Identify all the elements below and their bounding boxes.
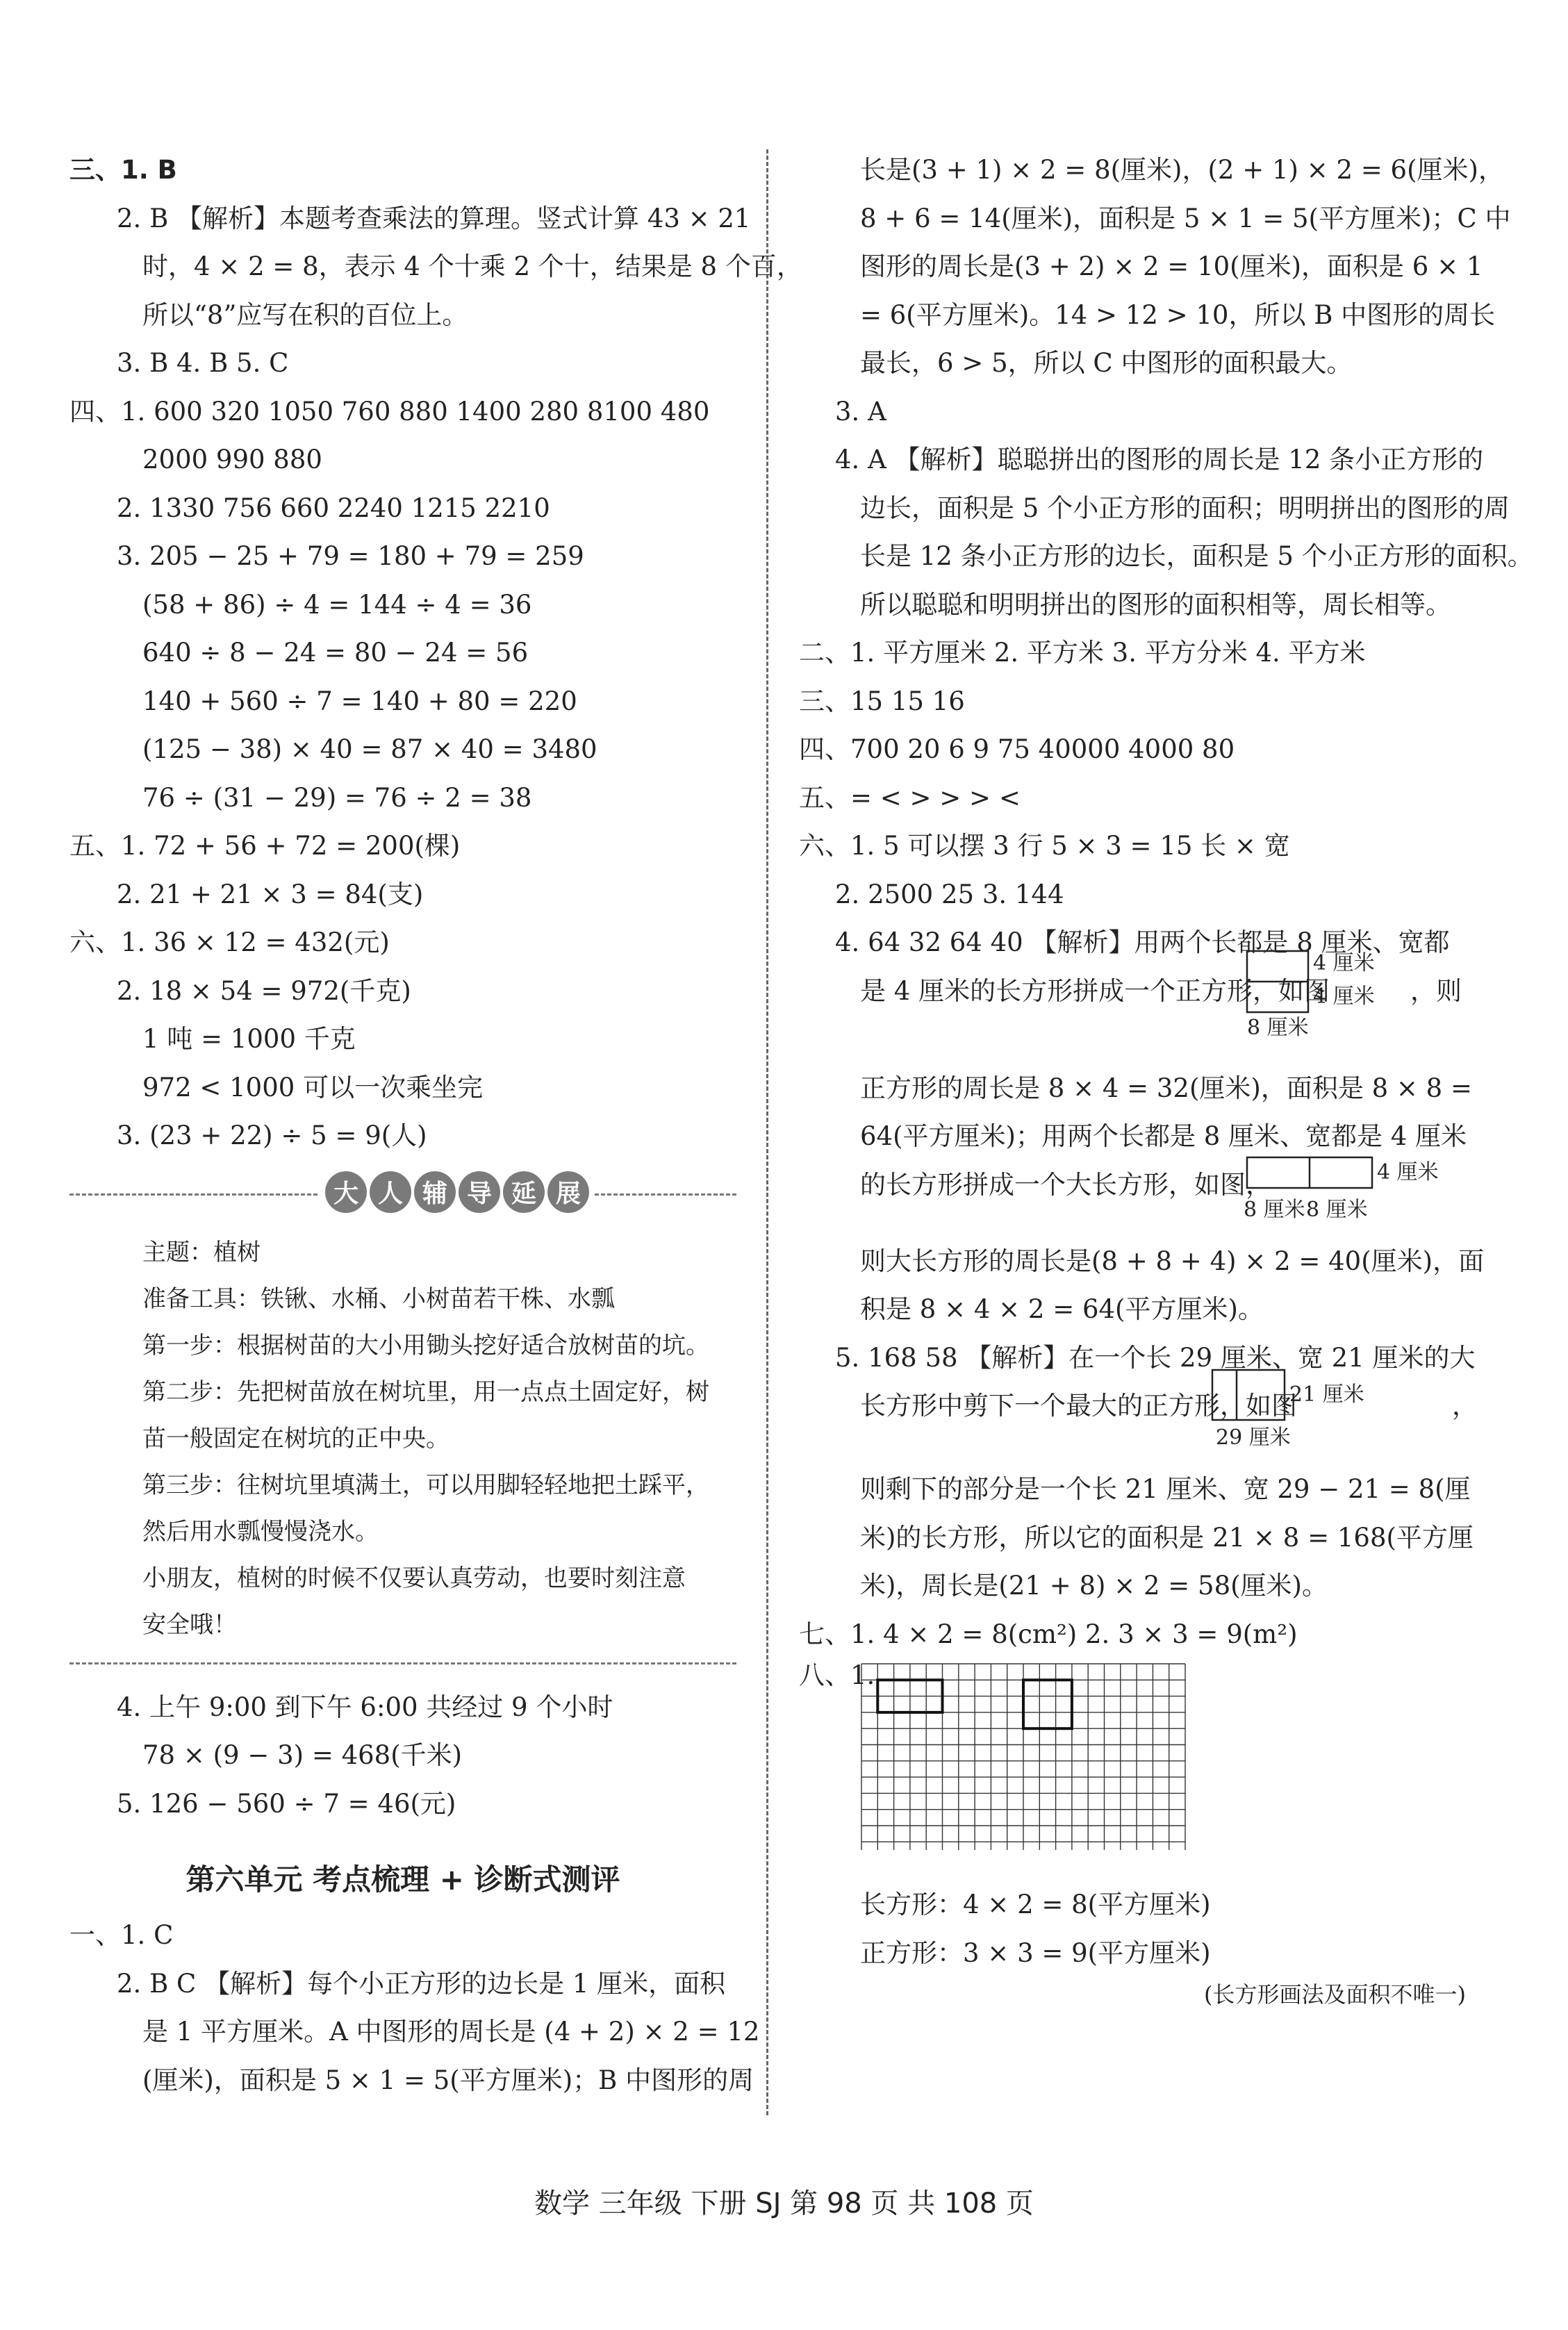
answer-line: 所以“8”应写在积的百位上。	[142, 299, 468, 330]
answer-line: 是 1 平方厘米。A 中图形的周长是 (4 + 2) × 2 = 12	[142, 2017, 760, 2047]
answer-line: 则大长方形的周长是(8 + 8 + 4) × 2 = 40(厘米)，面	[860, 1246, 1485, 1276]
figure3-rectangle	[1209, 1366, 1417, 1450]
right-answers-block-3	[799, 1237, 1485, 1382]
answer-line: 3. (23 + 22) ÷ 5 = 9(人)	[117, 1121, 427, 1150]
answer-line: 2. B C 【解析】每个小正方形的边长是 1 厘米，面积	[117, 1968, 726, 1999]
answer-line: 2. 1330 756 660 2240 1215 2210	[117, 493, 550, 523]
answer-line: 640 ÷ 8 − 24 = 80 − 24 = 56	[142, 638, 529, 668]
answer-line: (125 − 38) × 40 = 87 × 40 = 3480	[142, 734, 597, 764]
right-answers-block-2	[799, 1064, 1472, 1161]
guide-section	[69, 1230, 736, 1649]
figure1-label-bottom: 4 厘米	[1313, 984, 1375, 1009]
right-column	[799, 146, 1533, 2009]
answer-line: 二、1. 平方厘米 2. 平方米 3. 平方分米 4. 平方米	[799, 638, 1366, 668]
answer-line: 8 + 6 = 14(厘米)，面积是 5 × 1 = 5(平方厘米)；C 中	[860, 203, 1511, 233]
answer-line: 2000 990 880	[142, 445, 322, 474]
answer-line: 1 吨 = 1000 千克	[142, 1024, 356, 1054]
guide-line: 第二步：先把树苗放在树坑里，用一点点土固定好，树	[142, 1378, 709, 1406]
guide-line: 第一步：根据树苗的大小用锄头挖好适合放树苗的坑。	[142, 1331, 709, 1360]
answer-line: 则剩下的部分是一个长 21 厘米、宽 29 − 21 = 8(厘	[860, 1474, 1471, 1504]
note: (长方形画法及面积不唯一)	[1204, 1981, 1466, 2008]
answer-line: 最长，6 > 5，所以 C 中图形的面积最大。	[860, 348, 1353, 378]
left-answers-block-2	[69, 1683, 736, 1828]
answer-line: = 6(平方厘米)。14 > 12 > 10，所以 B 中图形的周长	[860, 299, 1496, 330]
banner-char: 延	[503, 1171, 545, 1213]
answer-line: 七、1. 4 × 2 = 8(cm²) 2. 3 × 3 = 9(m²)	[799, 1619, 1298, 1649]
answer-line: (厘米)，面积是 5 × 1 = 5(平方厘米)；B 中图形的周	[142, 2065, 754, 2095]
answer-line: 5. 126 − 560 ÷ 7 = 46(元)	[117, 1788, 456, 1819]
figure1-label-width: 8 厘米	[1247, 1015, 1309, 1038]
left-answers-block-1	[69, 146, 802, 1160]
guide-banner	[69, 1167, 736, 1223]
grid-square	[1023, 1680, 1072, 1728]
unit-title: 第六单元 考点梳理 + 诊断式测评	[185, 1862, 620, 1897]
figure2-line: 的长方形拼成一个大长方形，如图， 4 厘米 8 厘米 8 厘米	[799, 1161, 1466, 1237]
page-footer: 数学 三年级 下册 SJ 第 98 页 共 108 页	[534, 2188, 1034, 2220]
answer-line: 五、1. 72 + 56 + 72 = 200(棵)	[69, 831, 461, 861]
answer-line: 边长，面积是 5 个小正方形的面积；明明拼出的图形的周	[860, 493, 1510, 523]
figure2-label-right: 8 厘米	[1306, 1197, 1368, 1222]
answer-line: 2. 18 × 54 = 972(千克)	[117, 975, 411, 1006]
guide-line: 主题：植树	[142, 1238, 261, 1266]
answer-line: 长是 12 条小正方形的边长，面积是 5 个小正方形的面积。	[860, 541, 1533, 571]
figure1-label-top: 4 厘米	[1313, 950, 1375, 975]
right-answers-block-5	[799, 1881, 1466, 1977]
answer-line: 2. 2500 25 3. 144	[835, 879, 1064, 909]
answer-line: 五、= < > > > <	[799, 782, 1021, 813]
answer-line: 米)，周长是(21 + 8) × 2 = 58(厘米)。	[860, 1571, 1328, 1601]
answer-line: 140 + 560 ÷ 7 = 140 + 80 = 220	[142, 686, 577, 716]
answer-line: 76 ÷ (31 − 29) = 76 ÷ 2 = 38	[142, 782, 532, 813]
figure3-label-width: 21 厘米	[1289, 1382, 1364, 1407]
guide-line: 苗一般固定在树坑的正中央。	[142, 1424, 449, 1453]
banner-title	[320, 1171, 595, 1213]
figure2-label-width: 4 厘米	[1377, 1159, 1439, 1184]
answer-line: 六、1. 36 × 12 = 432(元)	[69, 927, 390, 957]
figure2-rectangle	[1244, 1154, 1473, 1230]
guide-end-divider	[69, 1655, 736, 1676]
answer-line: 一、1. C	[69, 1920, 174, 1950]
guide-line: 第三步：往树坑里填满土，可以用脚轻轻地把土踩平，	[142, 1471, 709, 1499]
left-column	[69, 146, 802, 2104]
figure3-label-length: 29 厘米	[1216, 1426, 1291, 1450]
figure1-line: 是 4 厘米的长方形拼成一个正方形，如图 4 厘米 4 厘米 8 厘米 ，则	[799, 967, 1466, 1064]
right-answers-block-1	[799, 146, 1533, 967]
answer-line: 所以聪聪和明明拼出的图形的面积相等，周长相等。	[860, 589, 1451, 620]
answer-line: 米)的长方形，所以它的面积是 21 × 8 = 168(平方厘	[860, 1522, 1474, 1553]
figure1-square	[1244, 948, 1403, 1038]
guide-line: 准备工具：铁锹、水桶、小树苗若干株、水瓢	[142, 1284, 615, 1313]
left-answers-block-3	[69, 1911, 760, 2104]
guide-line: 然后用水瓢慢慢浇水。	[142, 1517, 379, 1546]
answer-line: 4. 上午 9:00 到下午 6:00 共经过 9 个小时	[117, 1692, 613, 1722]
answer-line: 5. 168 58 【解析】在一个长 29 厘米、宽 21 厘米的大	[835, 1342, 1476, 1373]
answer-line: 78 × (9 − 3) = 468(千米)	[142, 1740, 463, 1770]
banner-char: 大	[325, 1171, 367, 1213]
answer-line: 时，4 × 2 = 8，表示 4 个十乘 2 个十，结果是 8 个百，	[142, 251, 802, 281]
answer-line: 正方形：3 × 3 = 9(平方厘米)	[860, 1937, 1211, 1968]
banner-char: 辅	[414, 1171, 456, 1213]
guide-line: 安全哦！	[142, 1610, 237, 1639]
answer-line: 972 < 1000 可以一次乘坐完	[142, 1072, 484, 1102]
figure2-label-left: 8 厘米	[1244, 1197, 1305, 1222]
column-divider	[766, 149, 768, 2115]
answer-line: 长是(3 + 1) × 2 = 8(厘米)，(2 + 1) × 2 = 6(厘米)，	[860, 155, 1504, 185]
guide-line: 小朋友，植树的时候不仅要认真劳动，也要时刻注意	[142, 1564, 686, 1592]
answer-line: 正方形的周长是 8 × 4 = 32(厘米)，面积是 8 × 8 =	[860, 1073, 1472, 1103]
answer-line: 3. A	[835, 396, 886, 427]
answer-line: 3. 205 − 25 + 79 = 180 + 79 = 259	[117, 541, 584, 571]
answer-line: 图形的周长是(3 + 2) × 2 = 10(厘米)，面积是 6 × 1	[860, 251, 1483, 281]
answer-line: 三、15 15 16	[799, 686, 965, 716]
answer-line: 4. A 【解析】聪聪拼出的图形的周长是 12 条小正方形的	[835, 445, 1484, 474]
grid-figure	[860, 1662, 1187, 1850]
answer-line: 六、1. 5 可以摆 3 行 5 × 3 = 15 长 × 宽	[799, 831, 1290, 861]
answer-line: 积是 8 × 4 × 2 = 64(平方厘米)。	[860, 1294, 1264, 1324]
answer-line: 2. B 【解析】本题考查乘法的算理。竖式计算 43 × 21	[117, 203, 751, 233]
answer-line: 四、1. 600 320 1050 760 880 1400 280 8100 480	[69, 396, 710, 427]
answer-line: 4. 64 32 64 40 【解析】用两个长都是 8 厘米、宽都	[835, 927, 1450, 957]
answer-line: 四、700 20 6 9 75 40000 4000 80	[799, 734, 1235, 764]
figure3-line: 长方形中剪下一个最大的正方形，如图 21 厘米 29 厘米 ，	[799, 1382, 1466, 1465]
answer-line: 3. B 4. B 5. C	[117, 348, 289, 378]
answer-line: 长方形：4 × 2 = 8(平方厘米)	[860, 1890, 1211, 1919]
answer-line: 2. 21 + 21 × 3 = 84(支)	[117, 879, 424, 909]
answer-line: (58 + 86) ÷ 4 = 144 ÷ 4 = 36	[142, 589, 532, 620]
right-answers-block-4	[799, 1465, 1474, 1658]
banner-char: 导	[459, 1171, 500, 1213]
banner-char: 人	[370, 1171, 411, 1213]
grid-answer: 八、1.	[799, 1658, 1466, 1881]
answer-line: 64(平方厘米)；用两个长都是 8 厘米、宽都是 4 厘米	[860, 1121, 1467, 1151]
banner-char: 展	[547, 1171, 589, 1213]
answer-line: 三、1. B	[69, 155, 177, 185]
